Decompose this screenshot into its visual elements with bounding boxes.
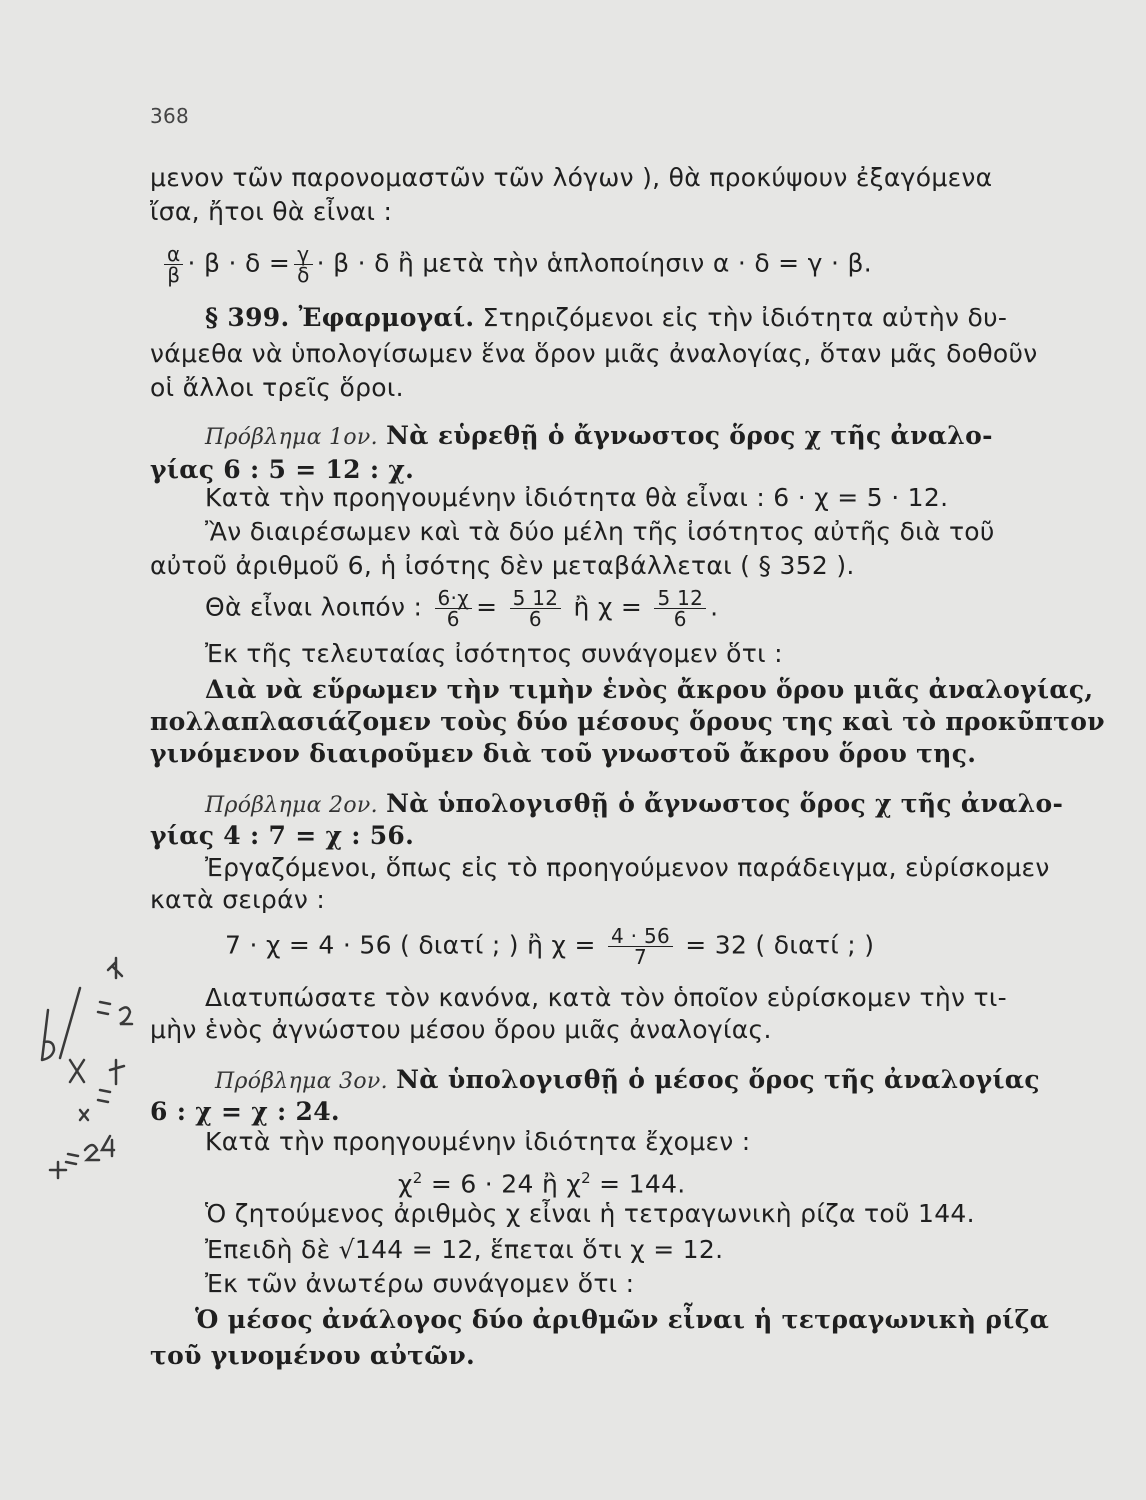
problem-1-title-cont: γίας 6 : 5 = 12 : χ. [150,455,415,484]
section-399-line: § 399. Ἐφαρμογαί. Στηριζόμενοι εἰς τὴν ἰδιότητα αὐτὴν δυ- [205,303,1008,332]
equation-line: $\chi^2 = 6 \cdot 24$ ἢ $\chi^2 = 144$. [398,1169,686,1199]
text-line: νάμεθα νὰ ὑπολογίσωμεν ἕνα ὅρον μιᾶς ἀναλογίας, ὅταν μᾶς δοθοῦν [150,339,1038,368]
fraction: $\frac{4 \cdot 56}{7}$ [608,926,673,967]
text-line: Ὁ ζητούμενος ἀριθμὸς χ εἶναι ἡ τετραγωνικὴ ρίζα τοῦ 144. [205,1199,975,1228]
problem-3-title: Πρόβλημα 3ον. Νὰ ὑπολογισθῇ ὁ μέσος ὅρος τῆς ἀναλογίας [215,1065,1040,1094]
rule-line: Ὁ μέσος ἀνάλογος δύο ἀριθμῶν εἶναι ἡ τετραγωνικὴ ρίζα [195,1305,1050,1334]
rule-line: τοῦ γινομένου αὐτῶν. [150,1341,475,1370]
text-line: Κατὰ τὴν προηγουμένην ἰδιότητα θὰ εἶναι : 6 · χ = 5 · 12. [205,483,949,512]
fraction: $\frac{5 12}{6}$ [510,588,562,629]
text-line: Ἐκ τῶν ἀνωτέρω συνάγομεν ὅτι : [205,1269,635,1298]
text-line: Ἂν διαιρέσωμεν καὶ τὰ δύο μέλη τῆς ἰσότητος αὐτῆς διὰ τοῦ [205,517,995,546]
text-line: Ἐκ τῆς τελευταίας ἰσότητος συνάγομεν ὅτι : [205,639,783,668]
handwritten-note-image [30,940,150,1200]
fraction: $\frac{6\cdot\chi}{6}$ [435,588,473,629]
fraction: $\frac{\gamma}{\delta}$ [294,244,313,285]
problem-label: Πρόβλημα 1ον. [205,425,378,450]
problem-2-title-cont: γίας 4 : 7 = χ : 56. [150,821,415,850]
section-heading: § 399. Ἐφαρμογαί. [205,303,475,332]
problem-3-title-cont: 6 : χ = χ : 24. [150,1097,340,1126]
text-line: Κατὰ τὴν προηγουμένην ἰδιότητα ἔχομεν : [205,1127,751,1156]
rule-line: πολλαπλασιάζομεν τοὺς δύο μέσους ὅρους της καὶ τὸ προκῦπτον [150,707,1105,736]
fraction: $\frac{5 12}{6}$ [654,588,706,629]
page-number: 368 [150,104,190,128]
text-line: μὴν ἑνὸς ἀγνώστου μέσου ὅρου μιᾶς ἀναλογίας. [150,1015,772,1044]
text-line: αὐτοῦ ἀριθμοῦ 6, ἡ ἰσότης δὲν μεταβάλλεται ( § 352 ). [150,551,855,580]
rule-line: γινόμενον διαιροῦμεν διὰ τοῦ γνωστοῦ ἄκρου ὅρου της. [150,739,977,768]
problem-1-title: Πρόβλημα 1ον. Νὰ εὑρεθῇ ὁ ἄγνωστος ὅρος χ τῆς ἀναλο- [205,421,993,450]
text-line: Ἐργαζόμενοι, ὅπως εἰς τὸ προηγούμενον παράδειγμα, εὑρίσκομεν [205,853,1050,882]
equation-line: $\frac{\alpha}{\beta}$ · β · δ = $\frac{\gamma}{\delta}$ · β · δ ἢ μετὰ τὴν ἁπλοποίησιν α · δ = γ · β. [160,244,872,285]
fraction: $\frac{\alpha}{\beta}$ [164,244,183,285]
equation-line: Θὰ εἶναι λοιπόν : $\frac{6\cdot\chi}{6}$ = $\frac{5 12}{6}$ ἢ χ = $\frac{5 12}{6}$ . [205,586,719,631]
text-line: Ἐπειδὴ δὲ √144 = 12, ἕπεται ὅτι χ = 12. [205,1235,724,1264]
problem-label: Πρόβλημα 3ον. [215,1069,388,1094]
rule-line: Διὰ νὰ εὕρωμεν τὴν τιμὴν ἑνὸς ἄκρου ὅρου μιᾶς ἀναλογίας, [205,675,1094,704]
text-line: Διατυπώσατε τὸν κανόνα, κατὰ τὸν ὁποῖον εὑρίσκομεν τὴν τι- [205,983,1007,1012]
text-line: ἴσα, ἤτοι θὰ εἶναι : [150,197,393,226]
text-line: μενον τῶν παρονομαστῶν τῶν λόγων ), θὰ προκύψουν ἐξαγόμενα [150,163,993,192]
text-line: οἱ ἄλλοι τρεῖς ὅροι. [150,373,404,402]
problem-label: Πρόβλημα 2ον. [205,793,378,818]
text-line: κατὰ σειράν : [150,885,326,914]
equation-line: 7 · χ = 4 · 56 ( διατί ; ) ἢ χ = $\frac{4 \cdot 56}{7}$ = 32 ( διατί ; ) [225,924,875,969]
problem-2-title: Πρόβλημα 2ον. Νὰ ὑπολογισθῇ ὁ ἄγνωστος ὅρος χ τῆς ἀναλο- [205,789,1064,818]
